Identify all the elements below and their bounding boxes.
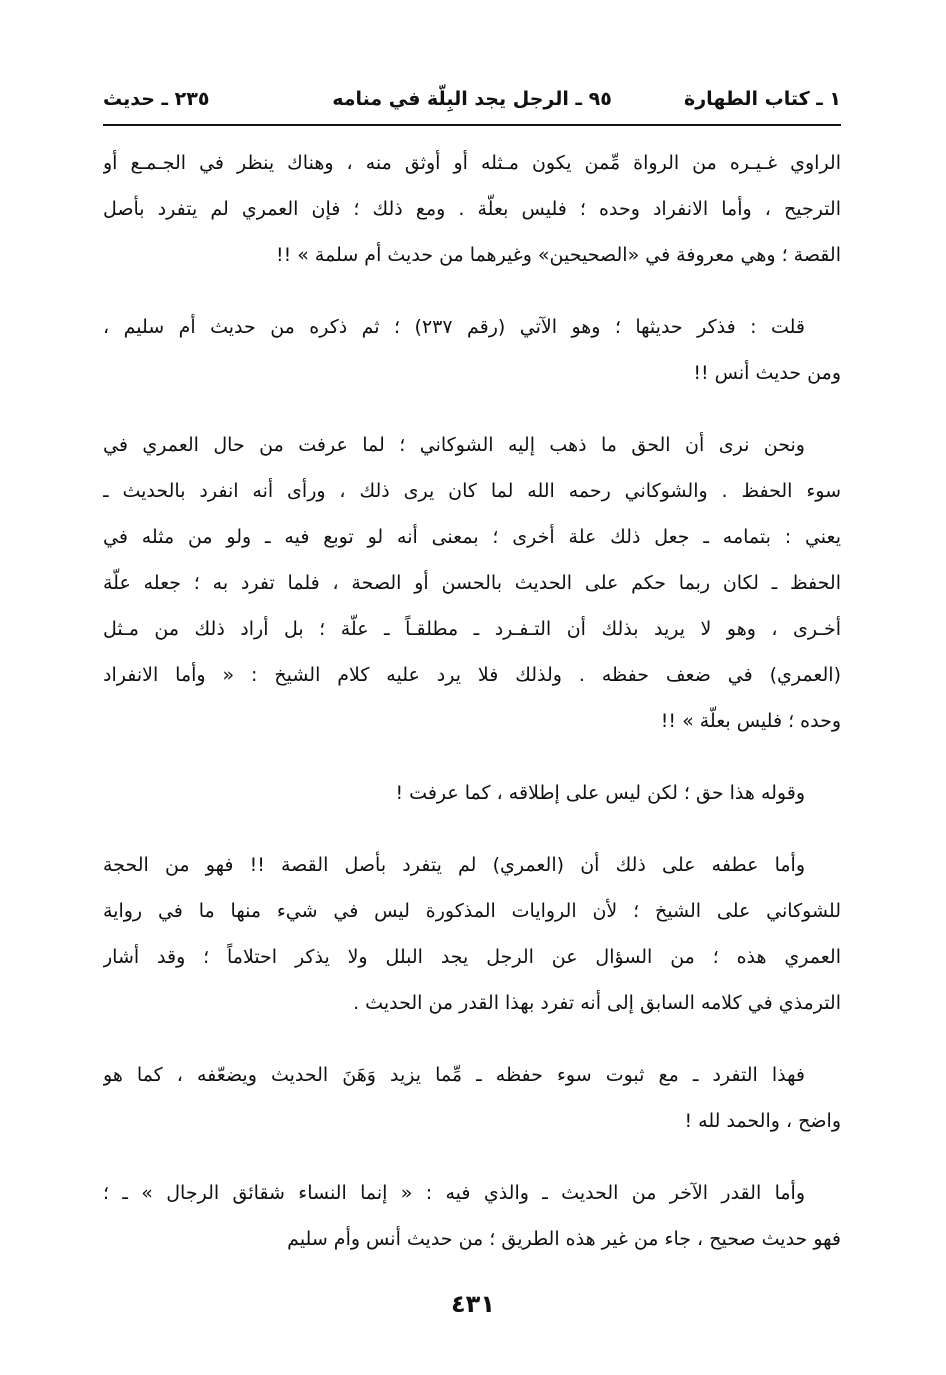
header-divider [103, 124, 841, 126]
page-number: ٤٣١ [451, 1290, 495, 1318]
text-line: (العمري) في ضعف حفظه . ولذلك فلا يرد عليه كلام الشيخ : « وأما الانفراد [103, 664, 841, 686]
paragraph-7 [103, 1170, 841, 1262]
text-line: وحده ؛ فليس بعلّة » !! [660, 710, 841, 732]
text-line: الحفظ ـ لكان ربما حكم على الحديث بالحسن أو الصحة ، فلما تفرد به ؛ جعله علّة [103, 572, 841, 594]
text-line: أخـرى ، وهو لا يريد بذلك أن التـفـرد ـ مطلقـاً ـ علّة ؛ بل أراد ذلك من مـثل [103, 618, 841, 640]
paragraph-5 [103, 842, 841, 1026]
text-line: سوء الحفظ . والشوكاني رحمه الله لما كان يرى ذلك ، ورأى أنه انفرد بالحديث ـ [103, 480, 841, 502]
text-line: القصة ؛ وهي معروفة في «الصحيحين» وغيرهما من حديث أم سلمة » !! [275, 244, 841, 266]
paragraph-3 [103, 422, 841, 744]
body-text [103, 140, 841, 1288]
text-line: واضح ، والحمد لله ! [684, 1110, 841, 1132]
text-line: ومن حديث أنس !! [693, 362, 841, 384]
header-book-section: ١ ـ كتاب الطهارة [684, 88, 841, 110]
text-line: العمري هذه ؛ من السؤال عن الرجل يجد البلل ولا يذكر احتلاماً ؛ وقد أشار [103, 946, 841, 968]
text-line: وأما القدر الآخر من الحديث ـ والذي فيه : « إنما النساء شقائق الرجال » ـ ؛ [103, 1182, 805, 1204]
running-header [103, 84, 841, 118]
text-line: ونحن نرى أن الحق ما ذهب إليه الشوكاني ؛ لما عرفت من حال العمري في [103, 434, 805, 456]
text-line: الترمذي في كلامه السابق إلى أنه تفرد بهذا القدر من الحديث . [353, 992, 841, 1014]
text-line: فهو حديث صحيح ، جاء من غير هذه الطريق ؛ من حديث أنس وأم سليم [287, 1228, 841, 1250]
text-line: الترجيح ، وأما الانفراد وحده ؛ فليس بعلّة . ومع ذلك ؛ فإن العمري لم يتفرد بأصل [103, 198, 841, 220]
text-line: وقوله هذا حق ؛ لكن ليس على إطلاقه ، كما عرفت ! [395, 782, 805, 804]
text-line: يعني : بتمامه ـ جعل ذلك علة أخرى ؛ بمعنى أنه لو توبع فيه ـ ولو من مثله في [103, 526, 841, 548]
header-chapter-title: ٩٥ ـ الرجل يجد البِلّة في منامه [332, 88, 612, 110]
text-line: قلت : فذكر حديثها ؛ وهو الآتي (رقم ٢٣٧) ؛ ثم ذكره من حديث أم سليم ، [103, 316, 805, 338]
text-line: وأما عطفه على ذلك أن (العمري) لم يتفرد بأصل القصة !! فهو من الحجة [103, 854, 805, 876]
text-line: للشوكاني على الشيخ ؛ لأن الروايات المذكورة ليس في شيء منها ما في رواية [103, 900, 841, 922]
text-line: فهذا التفرد ـ مع ثبوت سوء حفظه ـ مِّما يزيد وَهَنَ الحديث ويضعّفه ، كما هو [103, 1064, 805, 1086]
paragraph-4 [103, 770, 841, 816]
paragraph-6 [103, 1052, 841, 1144]
paragraph-2 [103, 304, 841, 396]
paragraph-1 [103, 140, 841, 278]
header-hadith-number: ٢٣٥ ـ حديث [103, 88, 210, 110]
text-line: الراوي غـيـره من الرواة مِّمن يكون مـثله أو أوثق منه ، وهناك ينظر في الجـمـع أو [103, 152, 841, 174]
